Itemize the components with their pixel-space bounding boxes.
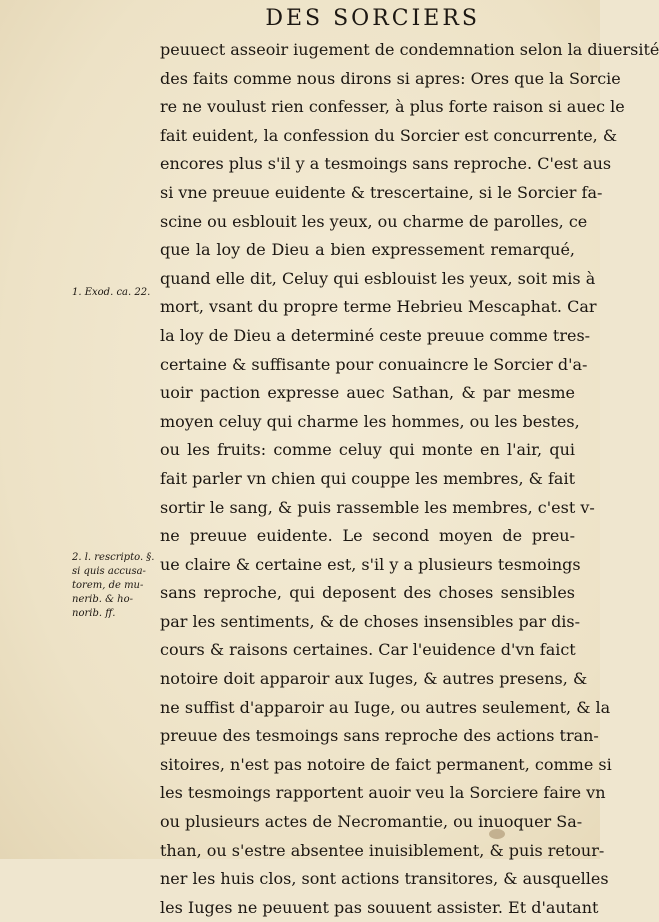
text-line: que la loy de Dieu a bien expressement remarqué, xyxy=(160,240,575,260)
text-line: than, ou s'estre absentee inuisiblement, & puis retour- xyxy=(160,840,605,860)
text-line: sans reproche, qui deposent des choses sensibles xyxy=(160,583,575,603)
ink-stain xyxy=(489,829,505,839)
text-line: fait euident, la confession du Sorcier est concurrente, & xyxy=(160,125,618,145)
text-line: sitoires, n'est pas notoire de faict permanent, comme si xyxy=(160,754,612,774)
text-line: la loy de Dieu a determiné ceste preuue comme tres- xyxy=(160,325,591,345)
text-line: ou plusieurs actes de Necromantie, ou inuoquer Sa- xyxy=(160,812,583,832)
text-line: preuue des tesmoings sans reproche des actions tran- xyxy=(160,726,599,746)
margin-note-line: torem, de mu- xyxy=(72,580,144,591)
text-line: ne preuue euidente. Le second moyen de preu- xyxy=(160,526,575,546)
text-line: scine ou esblouit les yeux, ou charme de parolles, ce xyxy=(160,211,588,231)
text-line: certaine & suffisante pour conuaincre le Sorcier d'a- xyxy=(160,354,588,374)
text-line: ou les fruits: comme celuy qui monte en l'air, qui xyxy=(160,440,575,460)
text-line: si vne preuue euidente & trescertaine, si le Sorcier fa- xyxy=(160,182,603,202)
text-line: notoire doit apparoir aux Iuges, & autres presens, & xyxy=(160,669,588,689)
text-line: re ne voulust rien confesser, à plus forte raison si auec le xyxy=(160,97,625,117)
margin-note-line: si quis accusa- xyxy=(72,566,146,577)
text-line: fait parler vn chien qui couppe les membres, & fait xyxy=(160,468,575,488)
text-line: ue claire & certaine est, s'il y a plusieurs tesmoings xyxy=(160,554,581,574)
margin-note-line: norib. ff. xyxy=(72,608,116,619)
text-line: moyen celuy qui charme les hommes, ou les bestes, xyxy=(160,411,580,431)
text-line: encores plus s'il y a tesmoings sans reproche. C'est aus xyxy=(160,154,612,174)
text-line: cours & raisons certaines. Car l'euidence d'vn faict xyxy=(160,640,576,660)
body-text xyxy=(160,36,659,922)
margin-note-line: nerib. & ho- xyxy=(72,594,134,605)
text-line: par les sentiments, & de choses insensibles par dis- xyxy=(160,611,581,631)
text-line: quand elle dit, Celuy qui esblouist les yeux, soit mis à xyxy=(160,268,596,288)
text-line: ne suffist d'apparoir au Iuge, ou autres seulement, & la xyxy=(160,697,611,717)
text-line: des faits comme nous dirons si apres: Ores que la Sorcie xyxy=(160,68,621,88)
text-line: mort, vsant du propre terme Hebrieu Mescaphat. Car xyxy=(160,297,597,317)
margin-note-exodus: 1. Exod. ca. 22. xyxy=(72,287,151,298)
text-line: uoir paction expresse auec Sathan, & par mesme xyxy=(160,383,575,403)
text-line: ner les huis clos, sont actions transitores, & ausquelles xyxy=(160,869,609,889)
running-header: DES SORCIERS xyxy=(265,6,480,31)
text-line: peuuect asseoir iugement de condemnation selon la diuersité xyxy=(160,40,659,59)
text-line: sortir le sang, & puis rassemble les membres, c'est v- xyxy=(160,497,595,517)
margin-note-line: 2. l. rescripto. §. xyxy=(72,552,155,563)
margin-note-rescripto xyxy=(72,551,158,621)
text-line: les Iuges ne peuuent pas souuent assister. Et d'autant xyxy=(160,897,599,917)
text-line: les tesmoings rapportent auoir veu la Sorciere faire vn xyxy=(160,783,606,803)
